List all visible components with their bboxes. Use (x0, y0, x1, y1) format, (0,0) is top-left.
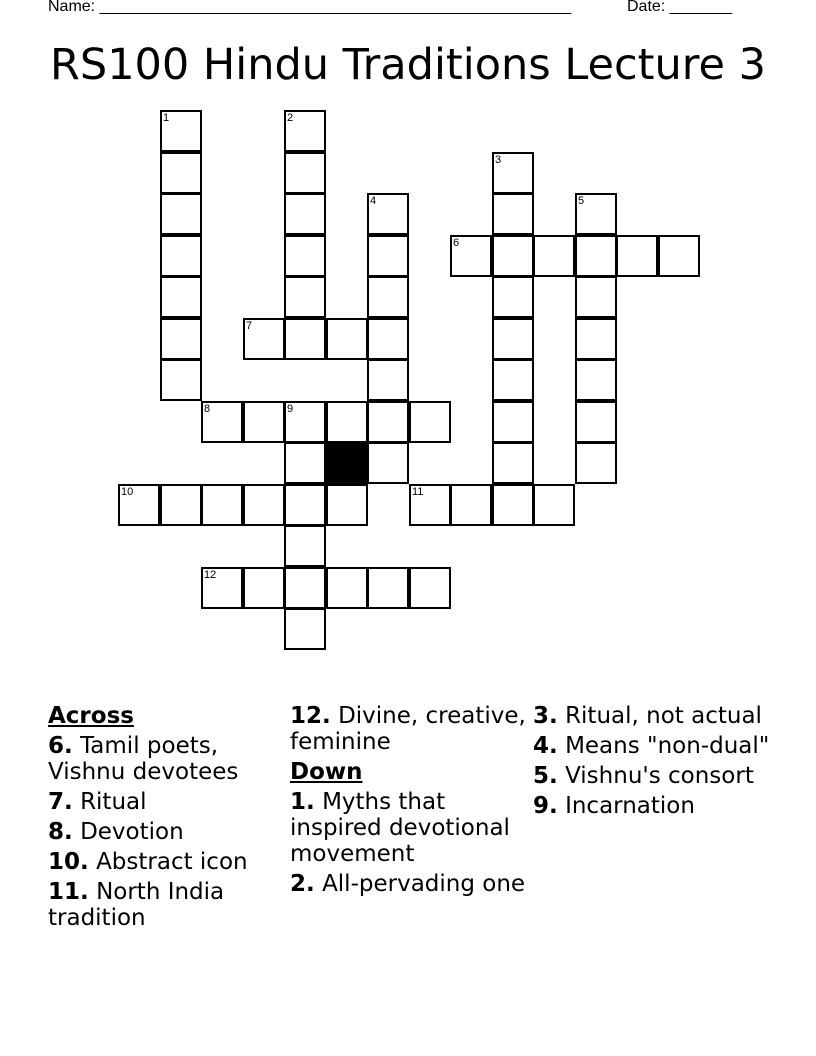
grid-cell[interactable] (367, 567, 409, 609)
grid-cell[interactable] (367, 359, 409, 401)
grid-cell[interactable] (284, 525, 326, 567)
grid-cell[interactable] (575, 276, 617, 318)
grid-cell[interactable] (201, 484, 243, 526)
grid-cell[interactable] (492, 318, 534, 360)
grid-cell[interactable] (160, 152, 202, 194)
grid-cell[interactable] (326, 567, 368, 609)
grid-cell[interactable] (616, 235, 658, 277)
grid-cell[interactable] (575, 235, 617, 277)
grid-cell[interactable] (575, 442, 617, 484)
grid-cell[interactable] (409, 401, 451, 443)
clue-number: 2 (287, 112, 294, 124)
grid-cell[interactable] (160, 193, 202, 235)
grid-cell[interactable] (492, 235, 534, 277)
name-line: Name: _____________________________________________________ (48, 0, 572, 15)
down-clue-4: 4. Means "non-dual" (533, 733, 770, 759)
clue-column-1 (48, 703, 288, 935)
clue-number: 7 (246, 320, 253, 332)
across-clue-7: 7. Ritual (48, 789, 147, 815)
grid-cell[interactable] (284, 318, 326, 360)
clue-number: 5 (578, 195, 585, 207)
clue-number: 9 (287, 403, 294, 415)
clue-number: 4 (370, 195, 377, 207)
down-clue-5: 5. Vishnu's consort (533, 763, 754, 789)
grid-cell[interactable] (284, 276, 326, 318)
grid-cell[interactable] (243, 567, 285, 609)
clue-number: 8 (204, 403, 211, 415)
grid-cell[interactable] (284, 401, 326, 443)
grid-cell[interactable] (160, 276, 202, 318)
down-clue-3: 3. Ritual, not actual (533, 703, 762, 729)
grid-cell[interactable] (201, 567, 243, 609)
grid-cell[interactable] (367, 401, 409, 443)
grid-cell[interactable] (284, 152, 326, 194)
down-heading: Down (290, 759, 363, 785)
grid-cell[interactable] (450, 235, 492, 277)
grid-cell[interactable] (160, 359, 202, 401)
across-clue-8: 8. Devotion (48, 819, 184, 845)
grid-cell[interactable] (118, 484, 160, 526)
grid-cell[interactable] (533, 235, 575, 277)
clue-column-2 (290, 703, 530, 901)
grid-cell[interactable] (367, 193, 409, 235)
date-line: Date: _______ (627, 0, 732, 15)
grid-cell[interactable] (492, 152, 534, 194)
grid-cell[interactable] (533, 484, 575, 526)
grid-cell[interactable] (575, 193, 617, 235)
grid-cell[interactable] (284, 567, 326, 609)
grid-cell[interactable] (284, 484, 326, 526)
grid-cell[interactable] (284, 110, 326, 152)
grid-cell[interactable] (367, 276, 409, 318)
grid-cell[interactable] (367, 235, 409, 277)
grid-cell[interactable] (575, 318, 617, 360)
grid-cell[interactable] (450, 484, 492, 526)
grid-cell[interactable] (492, 193, 534, 235)
across-clue-12: 12. Divine, creative, feminine (290, 703, 526, 755)
grid-cell[interactable] (284, 235, 326, 277)
down-clue-2: 2. All-pervading one (290, 871, 526, 897)
clue-number: 12 (204, 569, 217, 581)
grid-cell[interactable] (409, 567, 451, 609)
across-clue-6: 6. Tamil poets, Vishnu devotees (48, 733, 239, 785)
grid-cell[interactable] (575, 401, 617, 443)
clue-number: 10 (121, 486, 134, 498)
clue-number: 6 (453, 237, 460, 249)
grid-cell[interactable] (243, 318, 285, 360)
grid-cell[interactable] (492, 401, 534, 443)
clue-number: 1 (163, 112, 170, 124)
grid-cell[interactable] (160, 235, 202, 277)
grid-cell[interactable] (326, 401, 368, 443)
grid-cell[interactable] (284, 608, 326, 650)
across-clue-10: 10. Abstract icon (48, 849, 248, 875)
page-title: RS100 Hindu Traditions Lecture 3 (50, 40, 766, 90)
grid-cell[interactable] (284, 442, 326, 484)
grid-cell[interactable] (326, 484, 368, 526)
down-clue-9: 9. Incarnation (533, 793, 695, 819)
down-clue-1: 1. Myths that inspired devotional movement (290, 789, 510, 867)
grid-cell[interactable] (243, 401, 285, 443)
grid-cell[interactable] (575, 359, 617, 401)
grid-cell[interactable] (367, 318, 409, 360)
grid-cell[interactable] (201, 401, 243, 443)
grid-cell[interactable] (284, 193, 326, 235)
grid-cell[interactable] (160, 484, 202, 526)
across-clue-11: 11. North India tradition (48, 879, 225, 931)
across-heading: Across (48, 703, 134, 729)
grid-cell[interactable] (243, 484, 285, 526)
grid-cell[interactable] (409, 484, 451, 526)
grid-cell[interactable] (658, 235, 700, 277)
grid-cell[interactable] (367, 442, 409, 484)
grid-cell[interactable] (492, 276, 534, 318)
grid-cell[interactable] (160, 110, 202, 152)
grid-block-cell (326, 442, 368, 484)
grid-cell[interactable] (492, 359, 534, 401)
clue-column-3 (533, 703, 773, 823)
clue-number: 11 (412, 486, 424, 498)
grid-cell[interactable] (326, 318, 368, 360)
grid-cell[interactable] (492, 484, 534, 526)
grid-cell[interactable] (492, 442, 534, 484)
clue-number: 3 (495, 154, 502, 166)
grid-cell[interactable] (160, 318, 202, 360)
